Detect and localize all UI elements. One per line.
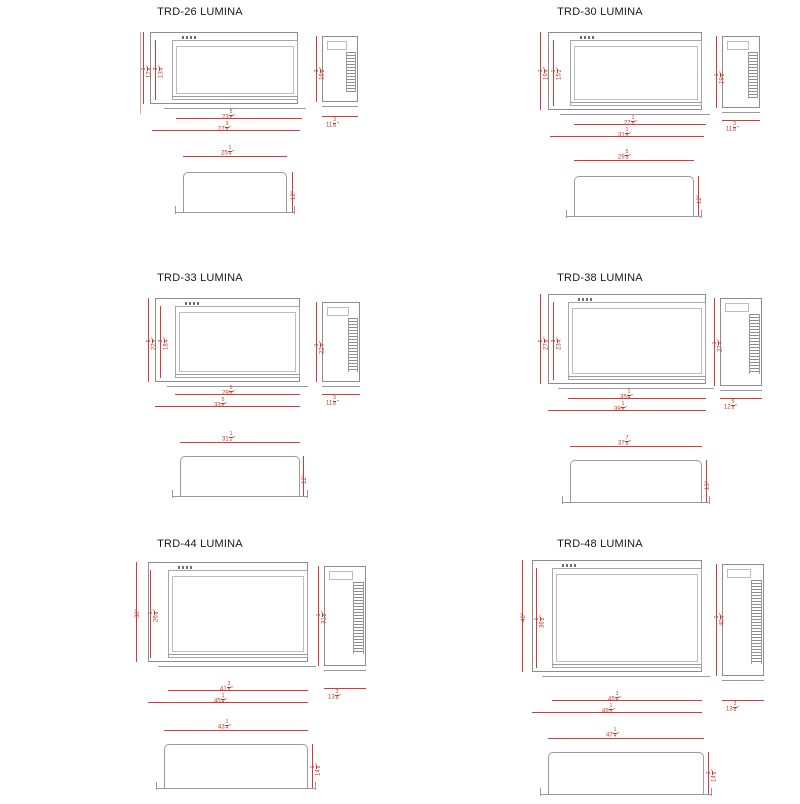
front-view	[548, 32, 708, 116]
dim-front-width-outer: 39 $\frac{1}{8}$ "	[614, 401, 628, 413]
side-vent	[751, 580, 762, 664]
dim-top-depth: 12"	[302, 475, 308, 484]
front-view	[548, 294, 712, 390]
dim-front-height-inner: 13 3 4 "	[153, 64, 165, 78]
side-vent	[748, 52, 758, 98]
front-glass	[574, 46, 698, 100]
panel-title: TRD-44 LUMINA	[157, 538, 243, 550]
top-flange-line	[566, 216, 702, 217]
dim-side-height: 19 1 8 "	[714, 70, 726, 84]
dim-top-width: 43 $\frac{1}{4}$ "	[218, 719, 232, 731]
control-dots	[578, 298, 592, 301]
top-flange-line	[562, 502, 710, 503]
dim-front-width-inner: 35 $\frac{1}{4}$ "	[620, 389, 634, 401]
front-glass	[556, 574, 698, 662]
panel-title: TRD-48 LUMINA	[557, 538, 643, 550]
control-dots	[185, 302, 199, 305]
dim-top-depth: 14 1 8 "	[706, 768, 718, 782]
panel-trd-33	[0, 266, 400, 532]
top-view	[540, 744, 712, 804]
dim-side-depth: 13 $\frac{3}{8}$ "	[328, 689, 342, 701]
panel-trd-26	[0, 0, 400, 266]
dim-front-width-inner: 41 $\frac{3}{8}$ "	[220, 681, 234, 693]
top-shell	[180, 456, 300, 496]
dim-front-height-outer: 27 5 8 "	[538, 336, 550, 350]
side-vent	[353, 582, 364, 654]
front-base-line	[168, 654, 308, 655]
side-vent	[348, 318, 358, 372]
dim-front-height-inner: 36 1 8 "	[534, 614, 546, 628]
top-shell	[164, 744, 308, 788]
side-base-line	[722, 112, 760, 113]
dim-front-width-outer: 45 $\frac{1}{4}$ "	[214, 693, 228, 705]
side-base-line	[322, 386, 360, 387]
dim-top-depth: 12"	[291, 191, 297, 200]
front-glass	[572, 308, 702, 374]
front-glass	[179, 312, 296, 372]
front-base-line	[172, 96, 298, 97]
dim-side-height: 27 1 4 "	[712, 338, 724, 352]
top-shell	[183, 172, 287, 212]
front-base-line	[570, 102, 702, 103]
dim-top-depth: 12"	[697, 195, 703, 204]
top-shell	[548, 752, 704, 794]
side-base-line	[722, 680, 764, 681]
front-hearth-line	[158, 666, 316, 667]
panel-trd-48	[400, 532, 800, 800]
front-view	[150, 32, 305, 112]
side-base-line	[324, 670, 366, 671]
side-bracket	[725, 303, 749, 312]
top-shell	[574, 176, 694, 216]
top-flange-line	[540, 794, 712, 795]
dim-front-height-outer: 17 1 8 "	[141, 64, 153, 78]
side-vent	[749, 314, 760, 374]
side-bracket	[327, 307, 349, 316]
front-base-line	[568, 376, 706, 377]
side-bracket	[727, 41, 749, 50]
dim-top-width: 31 $\frac{1}{2}$ "	[222, 431, 236, 443]
dim-front-height-outer: 40"	[521, 613, 527, 622]
dim-front-width-inner: 29 $\frac{5}{8}$ "	[222, 385, 236, 397]
top-view	[172, 448, 308, 504]
dim-top-width: 37 $\frac{7}{8}$ "	[618, 435, 632, 447]
panel-trd-38	[400, 266, 800, 532]
control-dots	[562, 564, 576, 567]
front-hearth-line	[558, 388, 714, 389]
dim-top-width: 47 $\frac{1}{4}$ "	[606, 727, 620, 739]
dim-top-width: 25 $\frac{1}{4}$ "	[221, 145, 235, 157]
dim-front-height-outer: 22 5 8 "	[146, 336, 158, 350]
top-flange-line	[172, 496, 308, 497]
side-view	[322, 302, 366, 390]
panel-title: TRD-33 LUMINA	[157, 272, 243, 284]
front-view	[148, 562, 314, 670]
side-view	[720, 298, 768, 394]
side-base-line	[720, 390, 762, 391]
panel-trd-44	[0, 532, 400, 800]
panel-title: TRD-30 LUMINA	[557, 6, 643, 18]
side-view	[324, 566, 372, 676]
front-hearth-line	[560, 114, 710, 115]
dim-side-depth: 12 $\frac{5}{8}$ "	[724, 399, 738, 411]
panel-title: TRD-38 LUMINA	[557, 272, 643, 284]
dim-front-height-outer: 19 1 4 "	[538, 66, 550, 80]
front-glass	[172, 576, 304, 652]
side-view	[322, 36, 364, 112]
top-flange-line	[156, 788, 316, 789]
dim-side-depth: 11 $\frac{3}{8}$ "	[326, 117, 339, 129]
front-view	[155, 298, 305, 388]
front-base-line	[175, 374, 300, 375]
front-base-line	[552, 664, 702, 665]
top-view	[175, 162, 295, 220]
front-hearth-line	[164, 108, 306, 109]
dim-front-width-inner: 45 $\frac{1}{4}$ "	[608, 691, 622, 703]
dim-front-width-inner: 23 $\frac{5}{8}$ "	[222, 109, 236, 121]
side-vent	[346, 52, 356, 92]
dim-side-height: 31 1 8 "	[316, 610, 328, 624]
dim-top-width: 29 $\frac{5}{8}$ "	[618, 149, 632, 161]
control-dots	[580, 36, 594, 39]
front-hearth-line	[167, 386, 308, 387]
dim-top-depth: 14 1 8 "	[310, 762, 322, 776]
dim-front-height-inner: 26 1 8 "	[148, 608, 160, 622]
dim-side-depth: 13 $\frac{3}{8}$ "	[726, 701, 740, 713]
top-view	[562, 452, 710, 510]
front-hearth-line	[542, 676, 710, 677]
panel-trd-30	[400, 0, 800, 266]
dim-side-height: 40 1 4 "	[714, 612, 726, 626]
dim-side-depth: 11 $\frac{3}{8}$ "	[326, 395, 339, 407]
top-shell	[570, 460, 702, 502]
top-flange-line	[175, 212, 295, 213]
side-bracket	[329, 571, 353, 580]
control-dots	[182, 36, 196, 39]
side-view	[722, 36, 766, 116]
dim-front-height-inner: 15 1 2 "	[551, 66, 563, 80]
dim-front-width-outer: 49 $\frac{1}{8}$ "	[602, 703, 616, 715]
front-glass	[176, 46, 294, 94]
dim-front-height-inner: 18 3 4 "	[158, 336, 170, 350]
dim-front-height-outer: 30"	[135, 609, 141, 618]
side-bracket	[327, 41, 347, 50]
dim-side-depth: 11 $\frac{3}{8}$ "	[726, 121, 739, 133]
dim-front-width-outer: 27 $\frac{3}{8}$ "	[218, 121, 232, 133]
top-view	[566, 166, 702, 224]
dim-front-width-inner: 27 $\frac{1}{8}$ "	[624, 115, 638, 127]
top-view	[156, 736, 316, 798]
side-bracket	[727, 569, 751, 578]
control-dots	[178, 566, 192, 569]
dim-front-width-outer: 31 $\frac{1}{8}$ "	[618, 127, 632, 139]
dim-side-height: 16 3 8 "	[314, 66, 326, 80]
dim-side-height: 22 1 4 "	[314, 340, 326, 354]
dim-front-height-inner: 23 3 4 "	[551, 336, 563, 350]
dim-front-width-outer: 33 $\frac{5}{8}$ "	[214, 397, 228, 409]
dim-top-depth: 13"	[705, 481, 711, 490]
front-view	[532, 560, 708, 678]
side-view	[722, 564, 770, 684]
side-base-line	[322, 106, 358, 107]
panel-title: TRD-26 LUMINA	[157, 6, 243, 18]
